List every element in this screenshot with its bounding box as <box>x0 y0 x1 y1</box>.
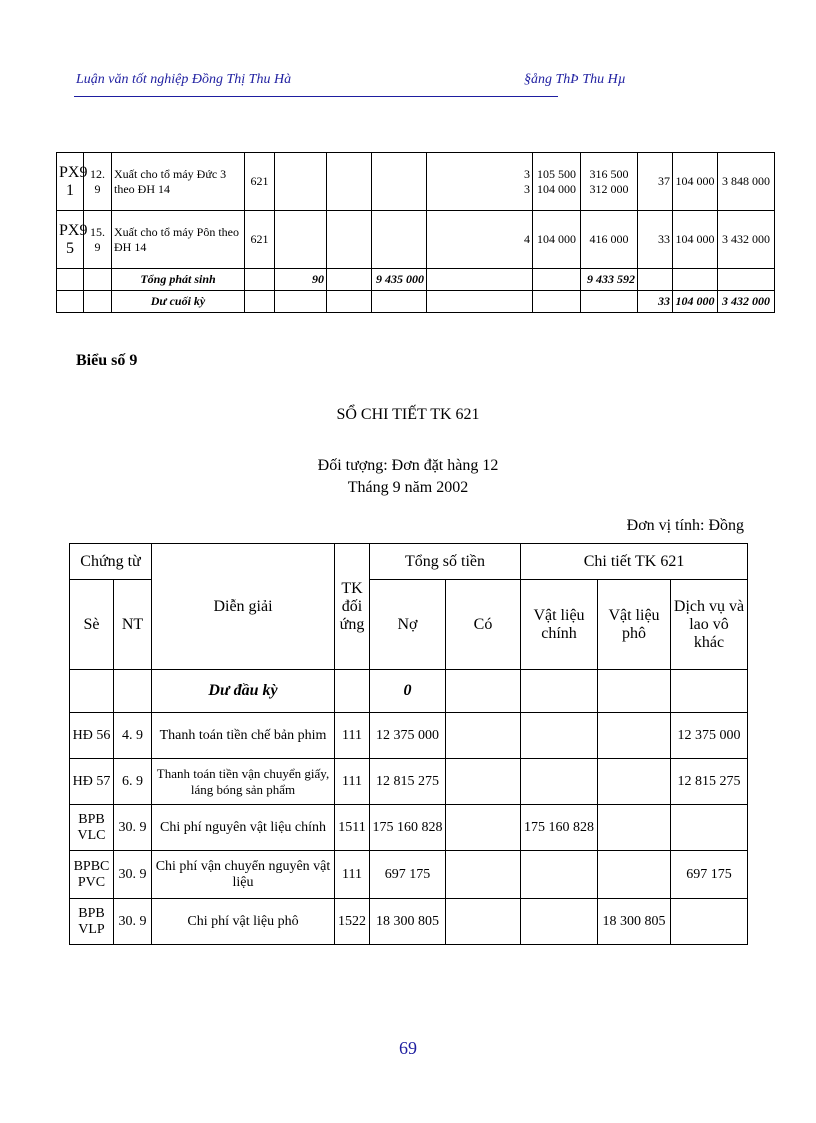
debit: 12 815 275 <box>370 759 446 805</box>
description: Thanh toán tiền vận chuyển giấy, láng bóng sản phẩm <box>152 759 335 805</box>
debit: 18 300 805 <box>370 899 446 945</box>
header-chi-tiet: Chi tiết TK 621 <box>521 544 748 580</box>
table-row <box>70 851 748 899</box>
account: 1522 <box>335 899 370 945</box>
balance-qty: 33 <box>638 211 673 269</box>
voucher-date: 4. 9 <box>114 713 152 759</box>
table-row <box>70 759 748 805</box>
main-material: 175 160 828 <box>521 805 598 851</box>
account: 621 <box>245 153 275 211</box>
balance-amount: 3 432 000 <box>718 211 775 269</box>
total-out: 9 433 592 <box>581 269 638 291</box>
closing-row <box>57 291 775 313</box>
debit: 12 375 000 <box>370 713 446 759</box>
closing-price: 104 000 <box>673 291 718 313</box>
header-left: Luận văn tốt nghiệp Đồng Thị Thu Hà <box>76 72 292 87</box>
header-nt: NT <box>114 580 152 670</box>
aux-material <box>598 759 671 805</box>
voucher-no: PX9 5 <box>57 211 84 269</box>
voucher-no: BPB VLP <box>70 899 114 945</box>
description: Xuất cho tổ máy Đức 3 theo ĐH 14 <box>112 153 245 211</box>
total-row <box>57 269 775 291</box>
total-qty: 90 <box>275 269 327 291</box>
account: 621 <box>245 211 275 269</box>
account: 1511 <box>335 805 370 851</box>
voucher-no: HĐ 56 <box>70 713 114 759</box>
services <box>671 899 748 945</box>
services <box>671 805 748 851</box>
credit <box>446 713 521 759</box>
subtitle-period: Tháng 9 năm 2002 <box>347 479 469 496</box>
services: 697 175 <box>671 851 748 899</box>
qty-cell: 4 <box>427 211 533 269</box>
main-material <box>521 899 598 945</box>
services: 12 375 000 <box>671 713 748 759</box>
balance-price: 104 000 <box>673 153 718 211</box>
voucher-date: 30. 9 <box>114 805 152 851</box>
aux-material <box>598 851 671 899</box>
aux-material <box>598 805 671 851</box>
voucher-date: 6. 9 <box>114 759 152 805</box>
voucher-no: HĐ 57 <box>70 759 114 805</box>
description: Chi phí vật liệu phô <box>152 899 335 945</box>
voucher-date: 15. 9 <box>84 211 112 269</box>
debit: 697 175 <box>370 851 446 899</box>
credit <box>446 899 521 945</box>
table-row <box>57 211 775 269</box>
description: Chi phí vận chuyển nguyên vật liệu <box>152 851 335 899</box>
ledger-table <box>69 543 748 945</box>
closing-label: Dư cuối kỳ <box>112 291 245 313</box>
description: Thanh toán tiền chế bản phim <box>152 713 335 759</box>
voucher-no: PX9 1 <box>57 153 84 211</box>
price-cell: 105 500 104 000 <box>533 153 581 211</box>
header-dien-giai: Diễn giải <box>152 544 335 670</box>
header-right: §ång ThÞ Thu Hµ <box>524 72 626 87</box>
main-material <box>521 759 598 805</box>
header-tk-doi-ung: TK đối ứng <box>335 544 370 670</box>
description: Xuất cho tổ máy Pôn theo ĐH 14 <box>112 211 245 269</box>
header-row <box>70 544 748 580</box>
table-row <box>70 805 748 851</box>
opening-label: Dư đầu kỳ <box>152 670 335 713</box>
page-title: SỔ CHI TIẾT TK 621 <box>336 406 480 423</box>
header-chung-tu: Chứng từ <box>70 544 152 580</box>
account: 111 <box>335 713 370 759</box>
price-cell: 104 000 <box>533 211 581 269</box>
aux-material <box>598 713 671 759</box>
header-rule <box>74 96 558 97</box>
voucher-no: BPBC PVC <box>70 851 114 899</box>
account: 111 <box>335 851 370 899</box>
balance-qty: 37 <box>638 153 673 211</box>
voucher-date: 30. 9 <box>114 851 152 899</box>
subtitle-object: Đối tượng: Đơn đặt hàng 12 <box>317 457 499 474</box>
total-in: 9 435 000 <box>372 269 427 291</box>
header-co: Có <box>446 580 521 670</box>
continued-ledger-table <box>56 152 775 313</box>
description: Chi phí nguyên vật liệu chính <box>152 805 335 851</box>
credit <box>446 851 521 899</box>
header-no: Nợ <box>370 580 446 670</box>
closing-qty: 33 <box>638 291 673 313</box>
total-label: Tổng phát sinh <box>112 269 245 291</box>
header-vat-lieu-phu: Vật liệu phô <box>598 580 671 670</box>
voucher-date: 30. 9 <box>114 899 152 945</box>
balance-amount: 3 848 000 <box>718 153 775 211</box>
main-material <box>521 851 598 899</box>
balance-price: 104 000 <box>673 211 718 269</box>
main-material <box>521 713 598 759</box>
header-tong-so-tien: Tổng số tiền <box>370 544 521 580</box>
aux-material: 18 300 805 <box>598 899 671 945</box>
account: 111 <box>335 759 370 805</box>
page-number: 69 <box>399 1038 417 1058</box>
table-row <box>57 153 775 211</box>
opening-balance-row <box>70 670 748 713</box>
amount-cell: 316 500 312 000 <box>581 153 638 211</box>
header-vat-lieu-chinh: Vật liệu chính <box>521 580 598 670</box>
closing-amount: 3 432 000 <box>718 291 775 313</box>
debit: 175 160 828 <box>370 805 446 851</box>
header-dich-vu: Dịch vụ và lao vô khác <box>671 580 748 670</box>
unit-label: Đơn vị tính: Đồng <box>626 517 744 534</box>
exhibit-label: Biểu số 9 <box>76 352 138 369</box>
amount-cell: 416 000 <box>581 211 638 269</box>
opening-debit: 0 <box>370 670 446 713</box>
services: 12 815 275 <box>671 759 748 805</box>
voucher-no: BPB VLC <box>70 805 114 851</box>
table-row <box>70 713 748 759</box>
voucher-date: 12. 9 <box>84 153 112 211</box>
qty-cell: 3 3 <box>427 153 533 211</box>
credit <box>446 805 521 851</box>
credit <box>446 759 521 805</box>
header-so: Sè <box>70 580 114 670</box>
table-row <box>70 899 748 945</box>
